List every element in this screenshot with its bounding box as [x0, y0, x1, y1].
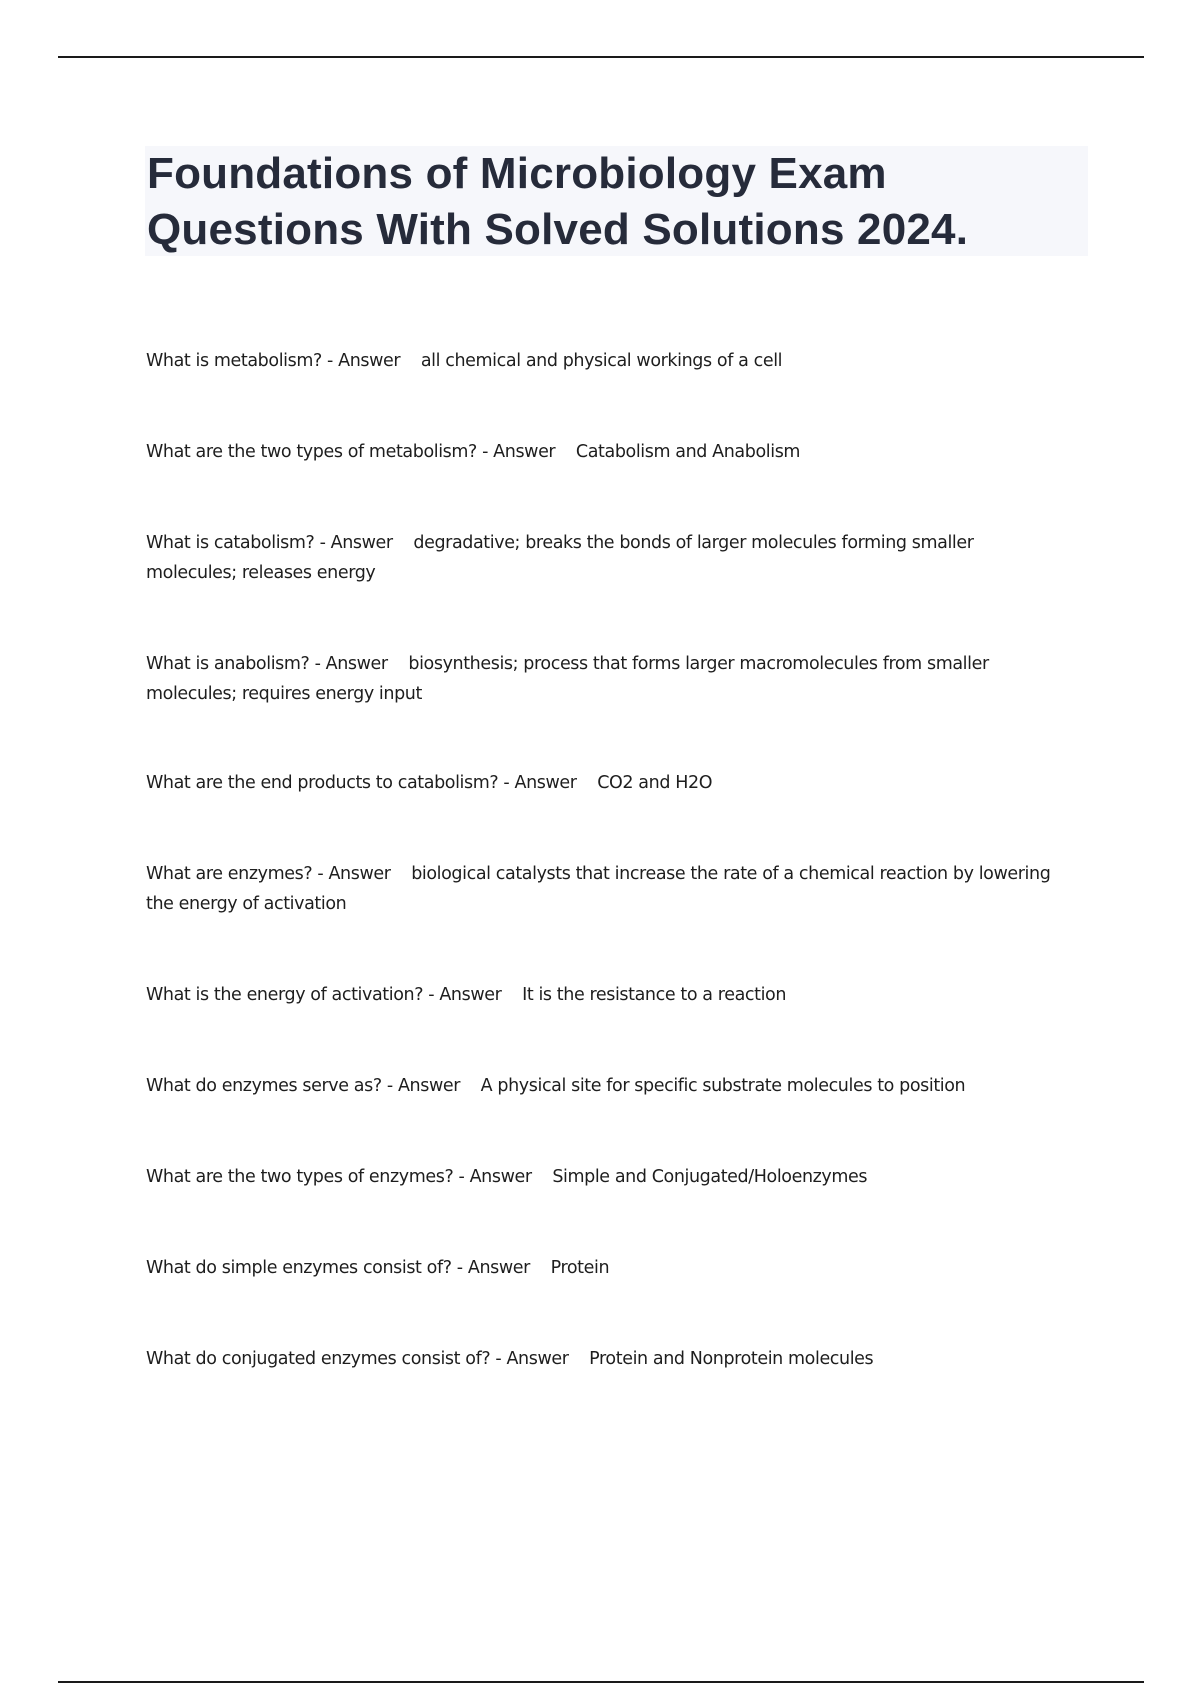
answer-text: CO2 and H2O: [597, 773, 713, 793]
answer-text: degradative; breaks the bonds of larger molecules forming smaller molecules; releases energy: [146, 533, 974, 583]
answer-text: A physical site for specific substrate molecules to position: [480, 1076, 966, 1096]
answer-text: It is the resistance to a reaction: [522, 985, 787, 1005]
answer-text: Catabolism and Anabolism: [575, 442, 801, 462]
answer-text: biosynthesis; process that forms larger macromolecules from smaller molecules; requires energy input: [146, 654, 989, 704]
question-text: What are enzymes?: [146, 864, 313, 884]
question-text: What do conjugated enzymes consist of?: [146, 1349, 491, 1369]
answer-text: Simple and Conjugated/Holoenzymes: [552, 1167, 868, 1187]
answer-separator: - Answer: [498, 773, 598, 793]
answer-separator: - Answer: [453, 1167, 553, 1187]
question-text: What are the end products to catabolism?: [146, 773, 499, 793]
qa-item: [146, 859, 1066, 919]
answer-separator: - Answer: [451, 1258, 551, 1278]
qa-item: [146, 768, 1066, 798]
qa-item: [146, 528, 1066, 588]
question-text: What do enzymes serve as?: [146, 1076, 382, 1096]
answer-text: Protein and Nonprotein molecules: [589, 1349, 874, 1369]
qa-item: [146, 980, 1066, 1010]
document-title: Foundations of Microbiology Exam Questions With Solved Solutions 2024.: [147, 149, 969, 254]
answer-separator: - Answer: [321, 351, 421, 371]
qa-item: [146, 1253, 1066, 1283]
qa-item: [146, 1344, 1066, 1374]
answer-separator: - Answer: [476, 442, 576, 462]
title-block: [145, 146, 1088, 256]
question-text: What are the two types of metabolism?: [146, 442, 477, 462]
question-text: What do simple enzymes consist of?: [146, 1258, 452, 1278]
question-text: What are the two types of enzymes?: [146, 1167, 454, 1187]
qa-item: [146, 437, 1066, 467]
qa-item: [146, 1071, 1066, 1101]
top-rule: [58, 56, 1144, 58]
answer-separator: - Answer: [381, 1076, 481, 1096]
answer-separator: - Answer: [423, 985, 523, 1005]
question-text: What is the energy of activation?: [146, 985, 424, 1005]
answer-text: Protein: [550, 1258, 610, 1278]
answer-separator: - Answer: [312, 864, 412, 884]
qa-item: [146, 649, 1066, 709]
answer-separator: - Answer: [314, 533, 414, 553]
answer-text: all chemical and physical workings of a cell: [420, 351, 783, 371]
question-text: What is catabolism?: [146, 533, 315, 553]
answer-separator: - Answer: [309, 654, 409, 674]
answer-text: biological catalysts that increase the rate of a chemical reaction by lowering the energy of activation: [146, 864, 1051, 914]
qa-item: [146, 346, 1066, 376]
qa-item: [146, 1162, 1066, 1192]
question-text: What is anabolism?: [146, 654, 310, 674]
question-text: What is metabolism?: [146, 351, 322, 371]
bottom-rule: [58, 1681, 1144, 1683]
answer-separator: - Answer: [490, 1349, 590, 1369]
